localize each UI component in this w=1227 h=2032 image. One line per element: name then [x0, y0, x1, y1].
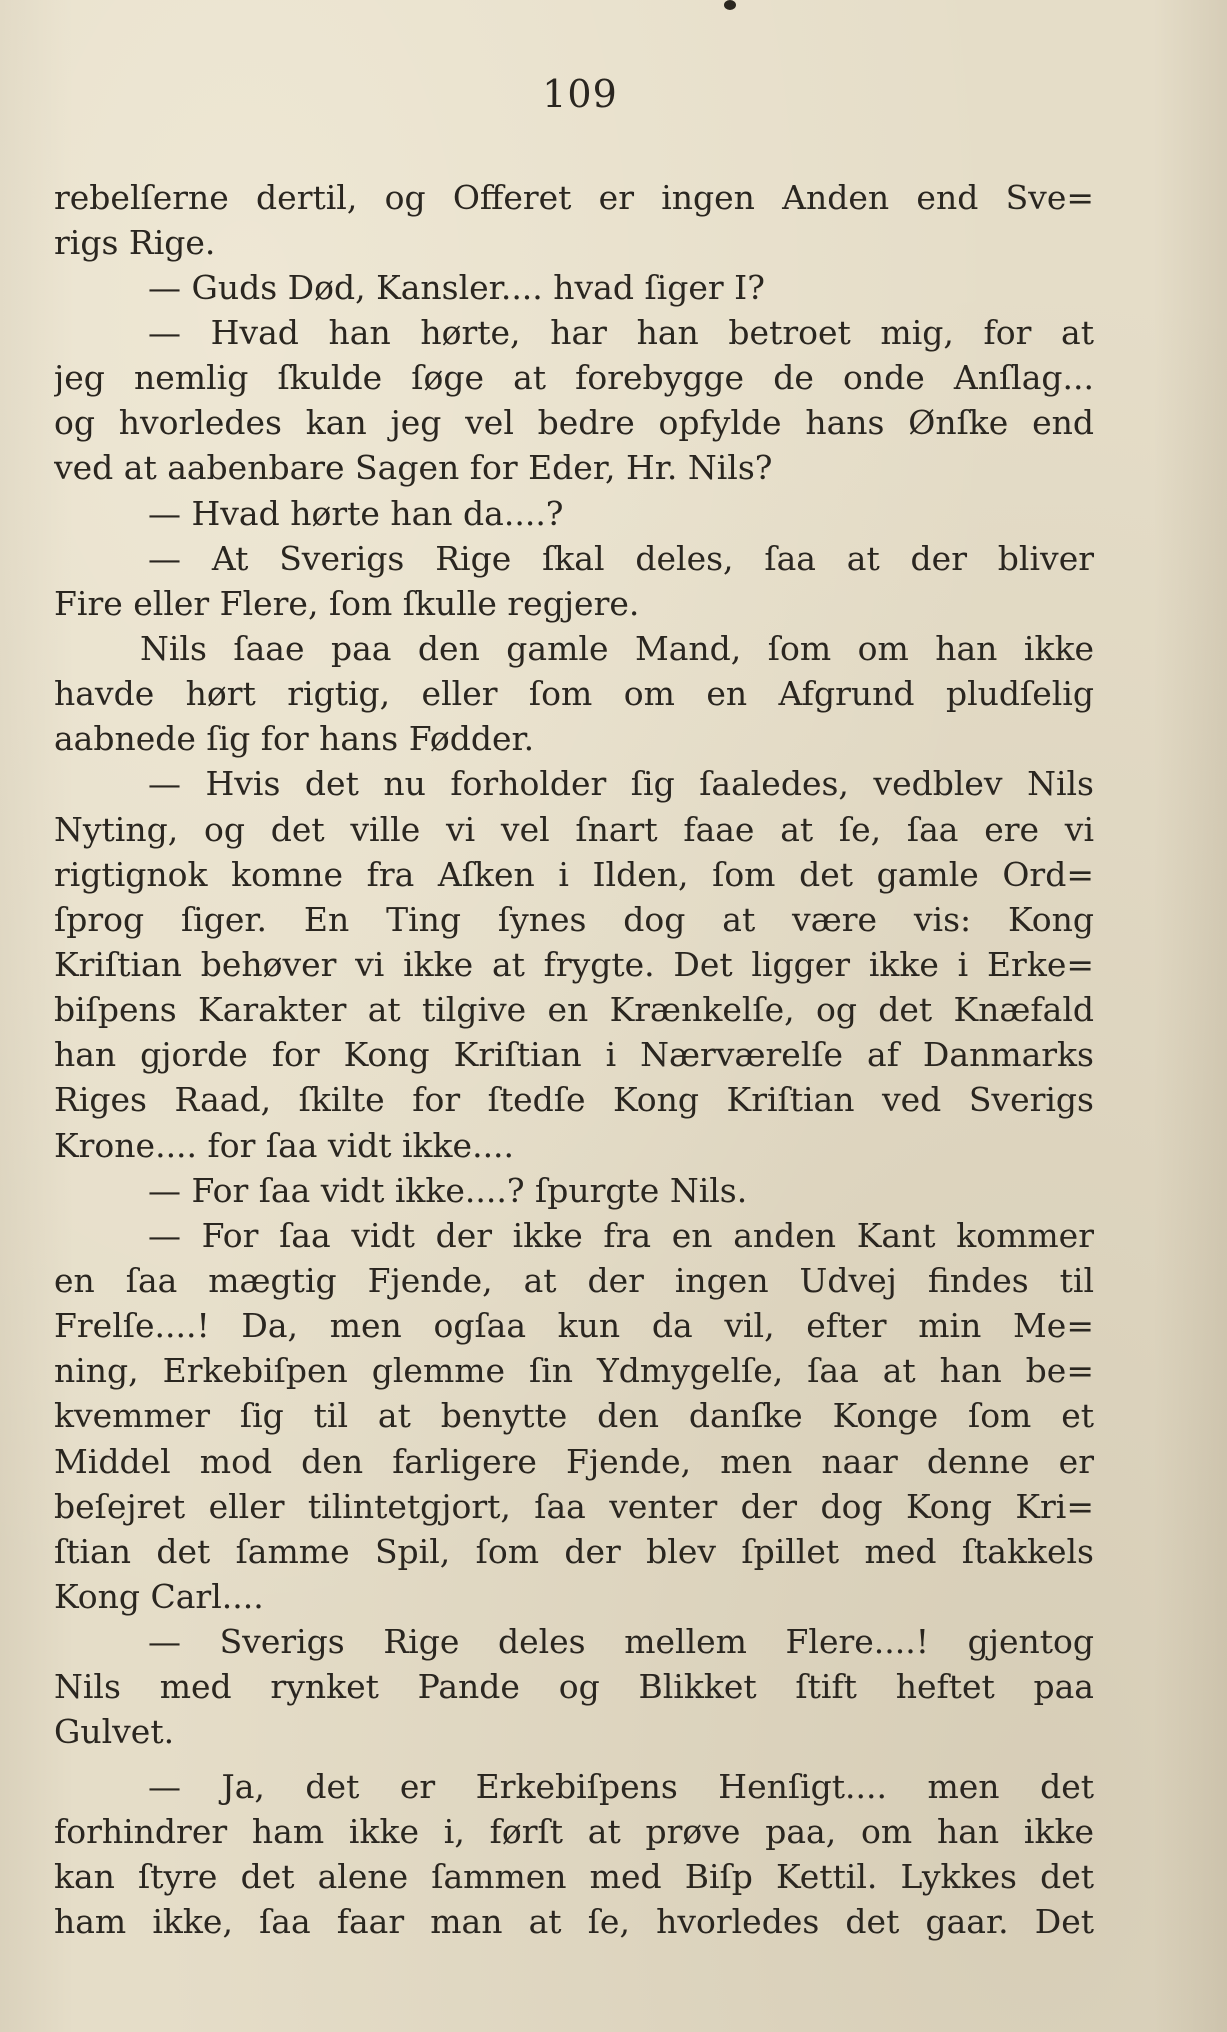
text-line: kvemmer ſig til at benytte den danſke Konge ſom et — [54, 1396, 1094, 1435]
text-line: kan ſtyre det alene ſammen med Biſp Kettil. Lykkes det — [54, 1857, 1094, 1896]
text-line: Kriſtian behøver vi ikke at frygte. Det ligger ikke i Erke= — [54, 945, 1094, 984]
text-line: — Hvad han hørte, har han betroet mig, for at — [148, 313, 1094, 352]
text-line: ved at aabenbare Sagen for Eder, Hr. Nils? — [54, 448, 773, 487]
text-line: Nils ſaae paa den gamle Mand, ſom om han ikke — [140, 629, 1094, 668]
text-line: Nils med rynket Pande og Blikket ſtift heftet paa — [54, 1667, 1094, 1706]
text-line: beſejret eller tilintetgjort, ſaa venter der dog Kong Kri= — [54, 1487, 1094, 1526]
text-line: Nyting, og det ville vi vel ſnart faae at ſe, ſaa ere vi — [54, 810, 1094, 849]
text-line: — Guds Død, Kansler.... hvad ſiger I? — [148, 268, 765, 307]
text-line: Middel mod den farligere Fjende, men naar denne er — [54, 1442, 1094, 1481]
text-line: rigs Rige. — [54, 223, 216, 262]
text-line: ſprog ſiger. En Ting ſynes dog at være vis: Kong — [54, 900, 1094, 939]
text-line: ſtian det ſamme Spil, ſom der blev ſpillet med ſtakkels — [54, 1532, 1094, 1571]
text-line: — For ſaa vidt der ikke fra en anden Kant kommer — [148, 1216, 1094, 1255]
text-line: — Sverigs Rige deles mellem Flere....! gjentog — [148, 1622, 1094, 1661]
text-line: ham ikke, ſaa faar man at ſe, hvorledes det gaar. Det — [54, 1902, 1094, 1941]
text-line: og hvorledes kan jeg vel bedre opfylde hans Ønſke end — [54, 403, 1094, 442]
text-line: — Hvis det nu forholder ſig ſaaledes, vedblev Nils — [148, 764, 1094, 803]
page-number: 109 — [542, 72, 618, 116]
text-line: Gulvet. — [54, 1712, 175, 1751]
text-line: — For ſaa vidt ikke....? ſpurgte Nils. — [148, 1171, 748, 1210]
text-line: Kong Carl.... — [54, 1577, 264, 1616]
text-line: rebelſerne dertil, og Offeret er ingen Anden end Sve= — [54, 178, 1094, 217]
text-line: ning, Erkebiſpen glemme ſin Ydmygelſe, ſaa at han be= — [54, 1351, 1094, 1390]
text-line: han gjorde for Kong Kriſtian i Nærværelſe af Danmarks — [54, 1035, 1094, 1074]
text-line: en ſaa mægtig Fjende, at der ingen Udvej findes til — [54, 1261, 1094, 1300]
text-line: Frelſe....! Da, men ogſaa kun da vil, efter min Me= — [54, 1306, 1094, 1345]
text-line: — At Sverigs Rige ſkal deles, ſaa at der bliver — [148, 539, 1094, 578]
text-line: aabnede ſig for hans Fødder. — [54, 719, 535, 758]
text-line: jeg nemlig ſkulde ſøge at forebygge de onde Anſlag... — [54, 358, 1094, 397]
text-line: forhindrer ham ikke i, førſt at prøve paa, om han ikke — [54, 1812, 1094, 1851]
text-line: — Ja, det er Erkebiſpens Henſigt.... men det — [148, 1767, 1094, 1806]
text-line: biſpens Karakter at tilgive en Krænkelſe, og det Knæfald — [54, 990, 1094, 1029]
text-line: — Hvad hørte han da....? — [148, 494, 564, 533]
text-line: Krone.... for ſaa vidt ikke.... — [54, 1126, 515, 1165]
text-line: rigtignok komne fra Aſken i Ilden, ſom det gamle Ord= — [54, 855, 1094, 894]
text-line: Riges Raad, ſkilte for ſtedſe Kong Kriſtian ved Sverigs — [54, 1080, 1094, 1119]
text-line: Fire eller Flere, ſom ſkulle regjere. — [54, 584, 640, 623]
text-line: havde hørt rigtig, eller ſom om en Afgrund pludſelig — [54, 674, 1094, 713]
